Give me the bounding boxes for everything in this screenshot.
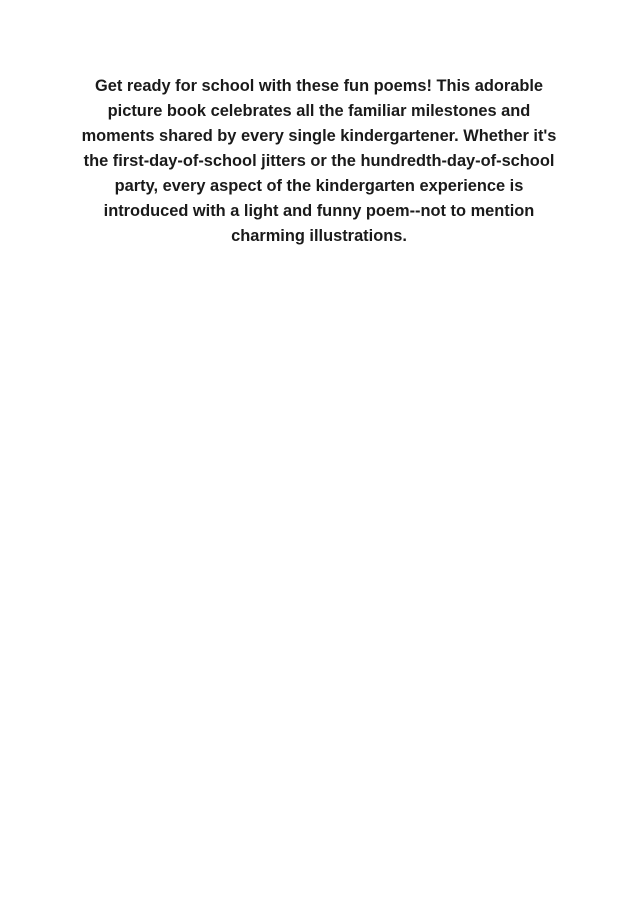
description-line: the first-day-of-school jitters or the hundredth-day-of-school — [83, 152, 555, 170]
description-line: introduced with a light and funny poem--not to mention — [103, 202, 535, 220]
description-line: moments shared by every single kindergartener. Whether it's — [81, 127, 557, 145]
description-line: Get ready for school with these fun poems! This adorable — [94, 77, 544, 95]
book-description — [36, 74, 602, 249]
description-line: party, every aspect of the kindergarten experience is — [114, 177, 524, 195]
description-line: picture book celebrates all the familiar milestones and — [107, 102, 531, 120]
description-line: charming illustrations. — [231, 227, 407, 245]
